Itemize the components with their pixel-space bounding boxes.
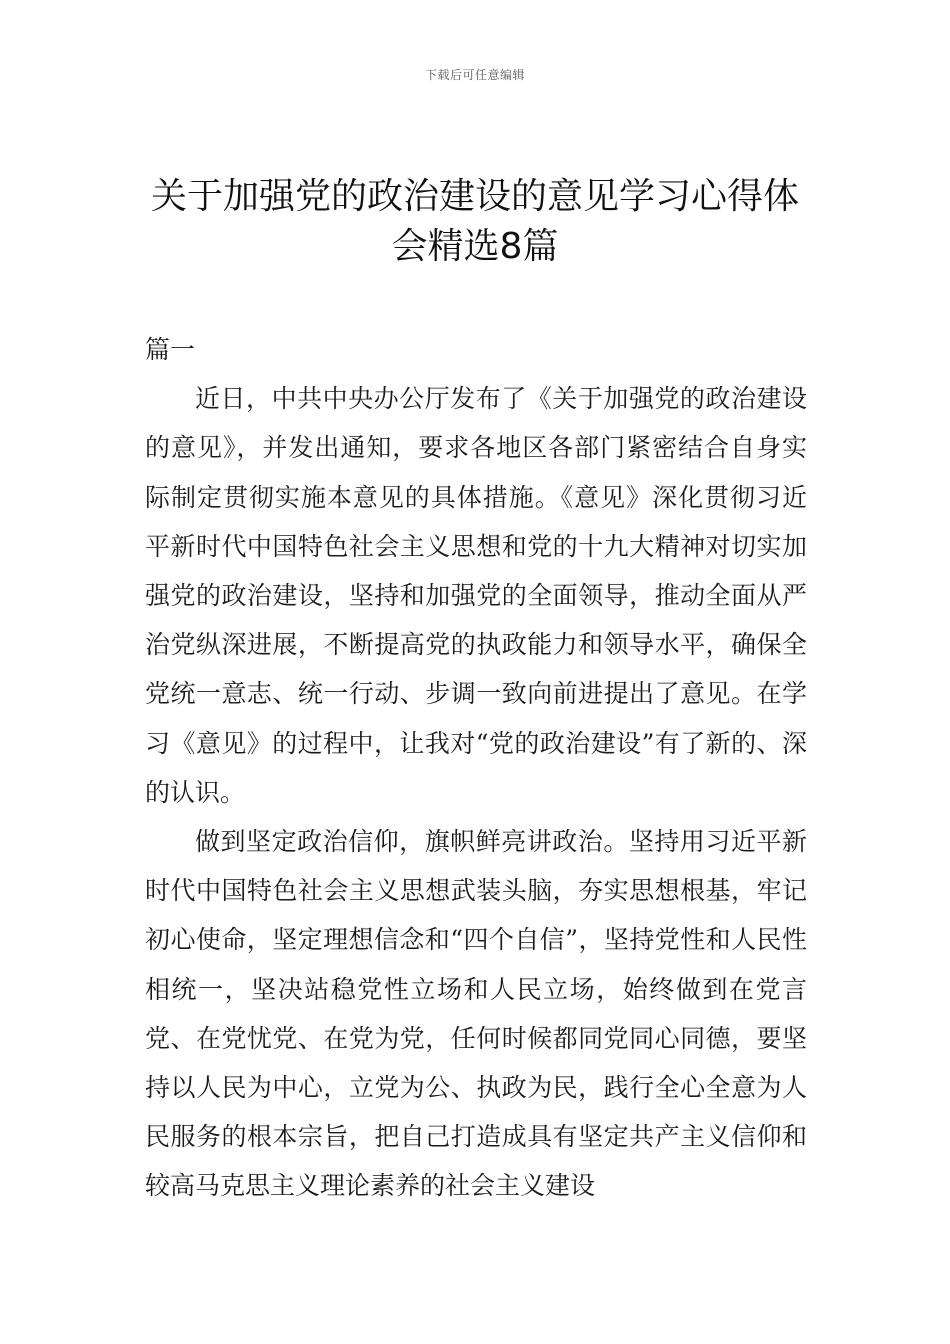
body-paragraph: 近日，中共中央办公厅发布了《关于加强党的政治建设的意见》，并发出通知，要求各地区各部门紧密结合自身实际制定贯彻实施本意见的具体措施。《意见》深化贯彻习近平新时代中国特色社会主义思想和党的十九大精神对切实加强党的政治建设，坚持和加强党的全面领导，推动全面从严治党纵深进展，不断提高党的执政能力和领导水平，确保全党统一意志、统一行动、步调一致向前进提出了意见。在学习《意见》的过程中，让我对“党的政治建设”有了新的、深的认识。 bbox=[145, 384, 807, 807]
body-paragraph: 做到坚定政治信仰，旗帜鲜亮讲政治。坚持用习近平新时代中国特色社会主义思想武装头脑，夯实思想根基，牢记初心使命，坚定理想信念和“四个自信”，坚持党性和人民性相统一，坚决站稳党性立场和人民立场，始终做到在党言党、在党忧党、在党为党，任何时候都同党同心同德，要坚持以人民为中心，立党为公、执政为民，践行全心全意为人民服务的根本宗旨，把自己打造成具有坚定共产主义信仰和较高马克思主义理论素养的社会主义建设 bbox=[145, 827, 807, 1201]
header-note: 下载后可任意编辑 bbox=[424, 68, 525, 82]
document-body bbox=[145, 325, 807, 1211]
document-title: 关于加强党的政治建设的意见学习心得体会精选8篇 bbox=[150, 176, 799, 267]
section-label: 篇一 bbox=[145, 335, 196, 364]
